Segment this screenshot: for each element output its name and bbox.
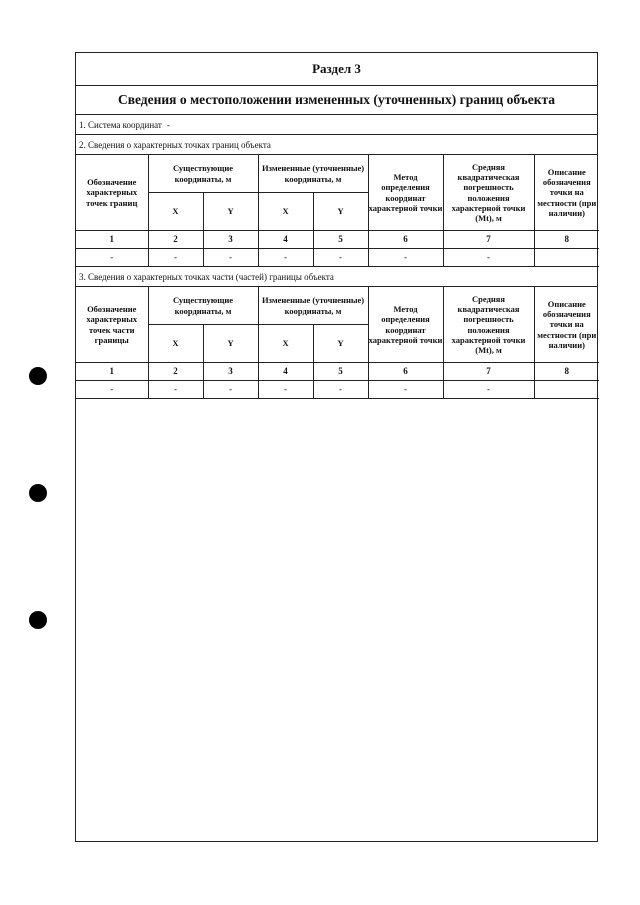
column-number: 3: [203, 363, 258, 381]
column-number: 6: [368, 363, 443, 381]
table-cell: -: [203, 381, 258, 399]
table-cell: [534, 249, 599, 267]
header-designation: Обозначение характерных точек границ: [76, 155, 148, 231]
header-description: Описание обозначения точки на местности (при наличии): [534, 287, 599, 363]
table-cell: [534, 381, 599, 399]
coord-system-line: [76, 115, 597, 135]
table-row: [76, 249, 599, 267]
table-cell: -: [443, 249, 534, 267]
column-number: 1: [76, 231, 148, 249]
header-existing-coords: Существующие координаты, м: [148, 155, 258, 193]
header-method: Метод определения координат характерной точки: [368, 287, 443, 363]
column-number: 7: [443, 231, 534, 249]
binder-hole-bottom: [29, 611, 47, 629]
part-boundary-points-table: [76, 287, 599, 399]
binder-hole-top: [29, 367, 47, 385]
header-description: Описание обозначения точки на местности (при наличии): [534, 155, 599, 231]
column-number: 5: [313, 231, 368, 249]
column-number: 2: [148, 231, 203, 249]
header-x-existing: X: [148, 325, 203, 363]
table-cell: -: [148, 249, 203, 267]
table-cell: -: [76, 381, 148, 399]
table-cell: -: [313, 381, 368, 399]
table-cell: -: [258, 249, 313, 267]
header-y-existing: Y: [203, 325, 258, 363]
column-number: 8: [534, 231, 599, 249]
column-numbers-row: [76, 231, 599, 249]
column-number: 8: [534, 363, 599, 381]
header-y-changed: Y: [313, 325, 368, 363]
document-title: Сведения о местоположении измененных (уточненных) границ объекта: [76, 86, 597, 115]
table-cell: -: [203, 249, 258, 267]
column-number: 5: [313, 363, 368, 381]
column-number: 6: [368, 231, 443, 249]
section-title: Раздел 3: [76, 53, 597, 86]
table-cell: -: [313, 249, 368, 267]
table-cell: -: [368, 249, 443, 267]
coord-system-label: 1. Система координат: [79, 119, 162, 130]
column-number: 4: [258, 363, 313, 381]
table-cell: -: [443, 381, 534, 399]
header-error: Средняя квадратическая погрешность положения характерной точки (Mt), м: [443, 155, 534, 231]
column-number: 3: [203, 231, 258, 249]
header-error: Средняя квадратическая погрешность положения характерной точки (Mt), м: [443, 287, 534, 363]
table-cell: -: [148, 381, 203, 399]
column-number: 4: [258, 231, 313, 249]
header-changed-coords: Измененные (уточненные) координаты, м: [258, 287, 368, 325]
boundary-points-table: [76, 155, 599, 267]
header-x-changed: X: [258, 325, 313, 363]
header-designation: Обозначение характерных точек части границы: [76, 287, 148, 363]
header-y-changed: Y: [313, 193, 368, 231]
table-row: [76, 381, 599, 399]
column-number: 2: [148, 363, 203, 381]
column-number: 1: [76, 363, 148, 381]
header-changed-coords: Измененные (уточненные) координаты, м: [258, 155, 368, 193]
table2-caption: 3. Сведения о характерных точках части (частей) границы объекта: [76, 267, 597, 287]
header-x-existing: X: [148, 193, 203, 231]
column-number: 7: [443, 363, 534, 381]
table-cell: -: [368, 381, 443, 399]
header-x-changed: X: [258, 193, 313, 231]
binder-hole-middle: [29, 484, 47, 502]
header-y-existing: Y: [203, 193, 258, 231]
document-frame: [75, 52, 598, 842]
table1-caption: 2. Сведения о характерных точках границ объекта: [76, 135, 597, 155]
header-method: Метод определения координат характерной точки: [368, 155, 443, 231]
coord-system-value: -: [166, 119, 170, 130]
table-cell: -: [258, 381, 313, 399]
table-cell: -: [76, 249, 148, 267]
column-numbers-row: [76, 363, 599, 381]
header-existing-coords: Существующие координаты, м: [148, 287, 258, 325]
